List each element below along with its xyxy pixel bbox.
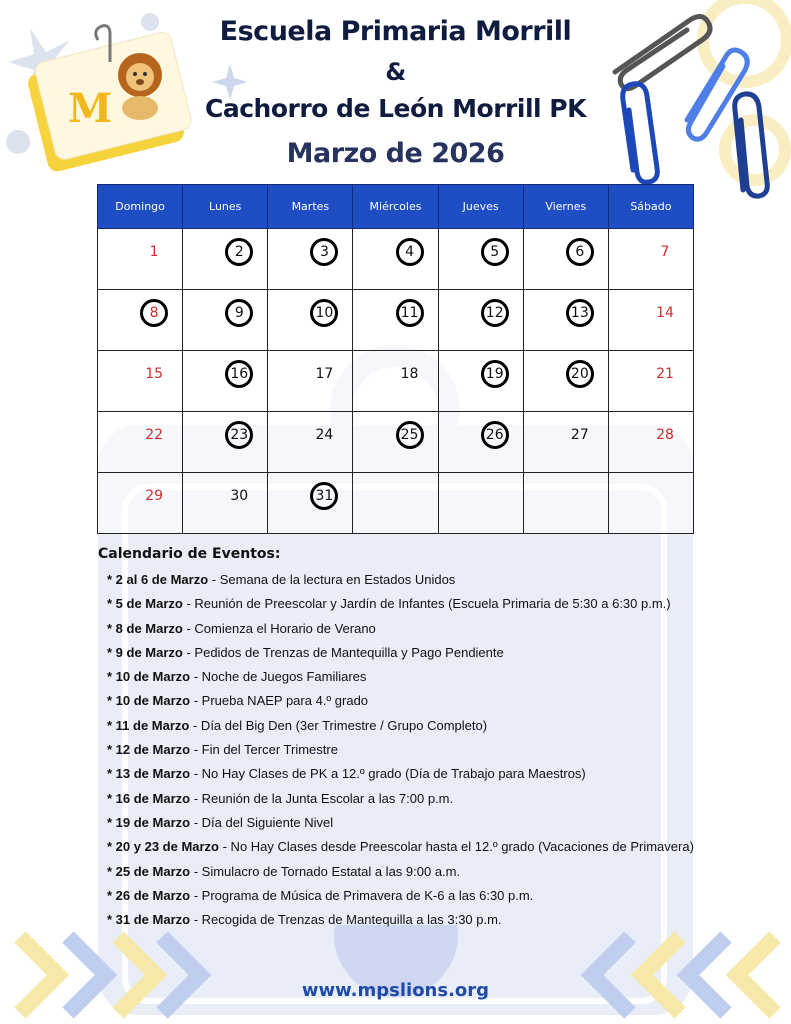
day-number: 28 [656,427,674,443]
circled-day-number: 26 [481,421,509,449]
calendar-day-cell [353,229,438,290]
circled-day-number: 5 [481,238,509,266]
day-number: 15 [145,366,164,382]
calendar-day-cell [523,290,608,351]
calendar-week-row [98,412,694,473]
event-item [107,594,694,618]
event-description: - No Hay Clases de PK a 12.º grado (Día de Trabajo para Maestros) [190,766,586,782]
calendar-day-cell [353,412,438,473]
calendar-week-row [98,229,694,290]
circled-day-number: 20 [566,360,594,388]
event-date: * 13 de Marzo [107,766,191,782]
calendar-day-cell [523,473,608,534]
calendar-day-cell [183,412,268,473]
calendar-day-cell [353,290,438,351]
calendar-day-cell [183,229,268,290]
circled-day-number: 16 [225,360,253,388]
event-date: * 25 de Marzo [107,863,191,879]
day-number: 27 [570,427,589,443]
event-item [107,886,694,910]
calendar-day-cell [268,290,353,351]
day-header: Sábado [608,185,693,229]
calendar-day-cell [268,473,353,534]
event-item [107,570,694,594]
day-number: 21 [656,366,674,382]
circled-day-number: 19 [481,360,509,388]
day-number: 18 [400,366,419,382]
calendar-header-row [98,185,694,229]
circled-day-number: 6 [566,238,594,266]
event-item [107,813,694,837]
day-number: 22 [145,427,164,443]
day-number: 29 [145,488,164,504]
event-item [107,619,694,643]
calendar-week-row [98,473,694,534]
day-header: Miércoles [353,185,438,229]
events-title: Calendario de Eventos: [98,546,281,562]
event-date: * 8 de Marzo [107,620,183,636]
event-date: * 10 de Marzo [107,669,191,685]
event-item [107,789,694,813]
event-date: * 11 de Marzo [107,717,190,733]
event-description: - Pedidos de Trenzas de Mantequilla y Pago Pendiente [182,644,504,660]
event-description: - Día del Big Den (3er Trimestre / Grupo Completo) [189,717,488,733]
day-header: Viernes [523,185,608,229]
calendar-day-cell [183,473,268,534]
calendar-day-cell [438,473,523,534]
event-item [107,716,694,740]
event-description: - Prueba NAEP para 4.º grado [190,693,369,709]
event-date: * 31 de Marzo [107,912,191,928]
calendar-day-cell [268,412,353,473]
day-number [651,482,679,510]
day-number: 7 [660,244,670,260]
circled-day-number: 31 [310,482,338,510]
calendar-day-cell [183,351,268,412]
calendar-day-cell [98,412,183,473]
day-number: 1 [149,244,159,260]
calendar-day-cell [98,290,183,351]
day-number [481,482,509,510]
event-description: - Reunión de la Junta Escolar a las 7:00 p.m. [190,790,454,806]
calendar-day-cell [183,290,268,351]
event-date: * 19 de Marzo [107,814,191,830]
circled-day-number: 4 [396,238,424,266]
events-list [107,570,694,934]
calendar-week-row [98,351,694,412]
day-header: Jueves [438,185,523,229]
logo-letter: M [68,85,113,132]
calendar-day-cell [353,473,438,534]
event-date: * 5 de Marzo [107,596,183,612]
circled-day-number: 9 [225,299,253,327]
circled-day-number: 12 [481,299,509,327]
day-number: 14 [656,305,674,321]
calendar-day-cell [98,351,183,412]
event-item [107,691,694,715]
calendar-day-cell [523,412,608,473]
event-item [107,643,694,667]
calendar-day-cell [608,412,693,473]
event-description: - Comienza el Horario de Verano [182,620,376,636]
calendar-grid [97,184,694,534]
event-description: - Fin del Tercer Trimestre [190,742,338,758]
circled-day-number: 23 [225,421,253,449]
pk-program-title: Cachorro de León Morrill PK [205,94,586,123]
event-item [107,667,694,691]
event-description: - Semana de la lectura en Estados Unidos [208,572,456,587]
website-link[interactable]: www.mpslions.org [301,980,490,1001]
day-number: 30 [230,488,249,504]
day-number: 24 [315,427,334,443]
calendar-day-cell [438,412,523,473]
calendar-day-cell [268,351,353,412]
event-date: * 16 de Marzo [107,790,191,806]
event-description: - Recogida de Trenzas de Mantequilla a las 3:30 p.m. [190,912,502,928]
circled-day-number: 10 [310,299,338,327]
ampersand-title: & [385,58,406,86]
day-number [396,482,424,510]
school-name-title: Escuela Primaria Morrill [219,16,572,47]
circled-day-number: 3 [310,238,338,266]
calendar-day-cell [608,473,693,534]
calendar-day-cell [268,229,353,290]
calendar-day-cell [523,229,608,290]
event-date: * 10 de Marzo [107,693,191,709]
day-header: Domingo [98,185,183,229]
month-title: Marzo de 2026 [286,138,505,169]
event-item [107,740,694,764]
circled-day-number: 25 [396,421,424,449]
event-date: * 9 de Marzo [107,644,183,660]
circled-day-number: 11 [396,299,424,327]
calendar-day-cell [608,351,693,412]
calendar-day-cell [608,290,693,351]
event-description: - Día del Siguiente Nivel [190,814,334,830]
circled-day-number: 13 [566,299,594,327]
event-item [107,862,694,886]
circled-day-number: 2 [225,238,253,266]
circled-day-number: 8 [140,299,168,327]
calendar-day-cell [438,351,523,412]
event-date: * 2 al 6 de Marzo [107,572,209,587]
calendar-day-cell [98,229,183,290]
calendar-day-cell [608,229,693,290]
event-item [107,837,694,861]
day-number: 17 [315,366,334,382]
event-description: - No Hay Clases desde Preescolar hasta el 12.º grado (Vacaciones de Primavera) [219,839,694,855]
event-date: * 20 y 23 de Marzo [107,839,219,855]
day-number [566,482,594,510]
event-description: - Noche de Juegos Familiares [190,669,367,685]
calendar-week-row [98,290,694,351]
chevron-decoration [0,925,791,1024]
calendar-day-cell [438,229,523,290]
event-description: - Reunión de Preescolar y Jardín de Infantes (Escuela Primaria de 5:30 a 6:30 p.m.) [182,596,671,612]
calendar-day-cell [98,473,183,534]
event-date: * 26 de Marzo [107,887,191,903]
event-date: * 12 de Marzo [107,742,191,758]
calendar-day-cell [523,351,608,412]
day-header: Lunes [183,185,268,229]
event-description: - Simulacro de Tornado Estatal a las 9:00 a.m. [190,863,461,879]
event-description: - Programa de Música de Primavera de K-6 a las 6:30 p.m. [190,887,534,903]
calendar-day-cell [438,290,523,351]
day-header: Martes [268,185,353,229]
event-item [107,764,694,788]
calendar-day-cell [353,351,438,412]
